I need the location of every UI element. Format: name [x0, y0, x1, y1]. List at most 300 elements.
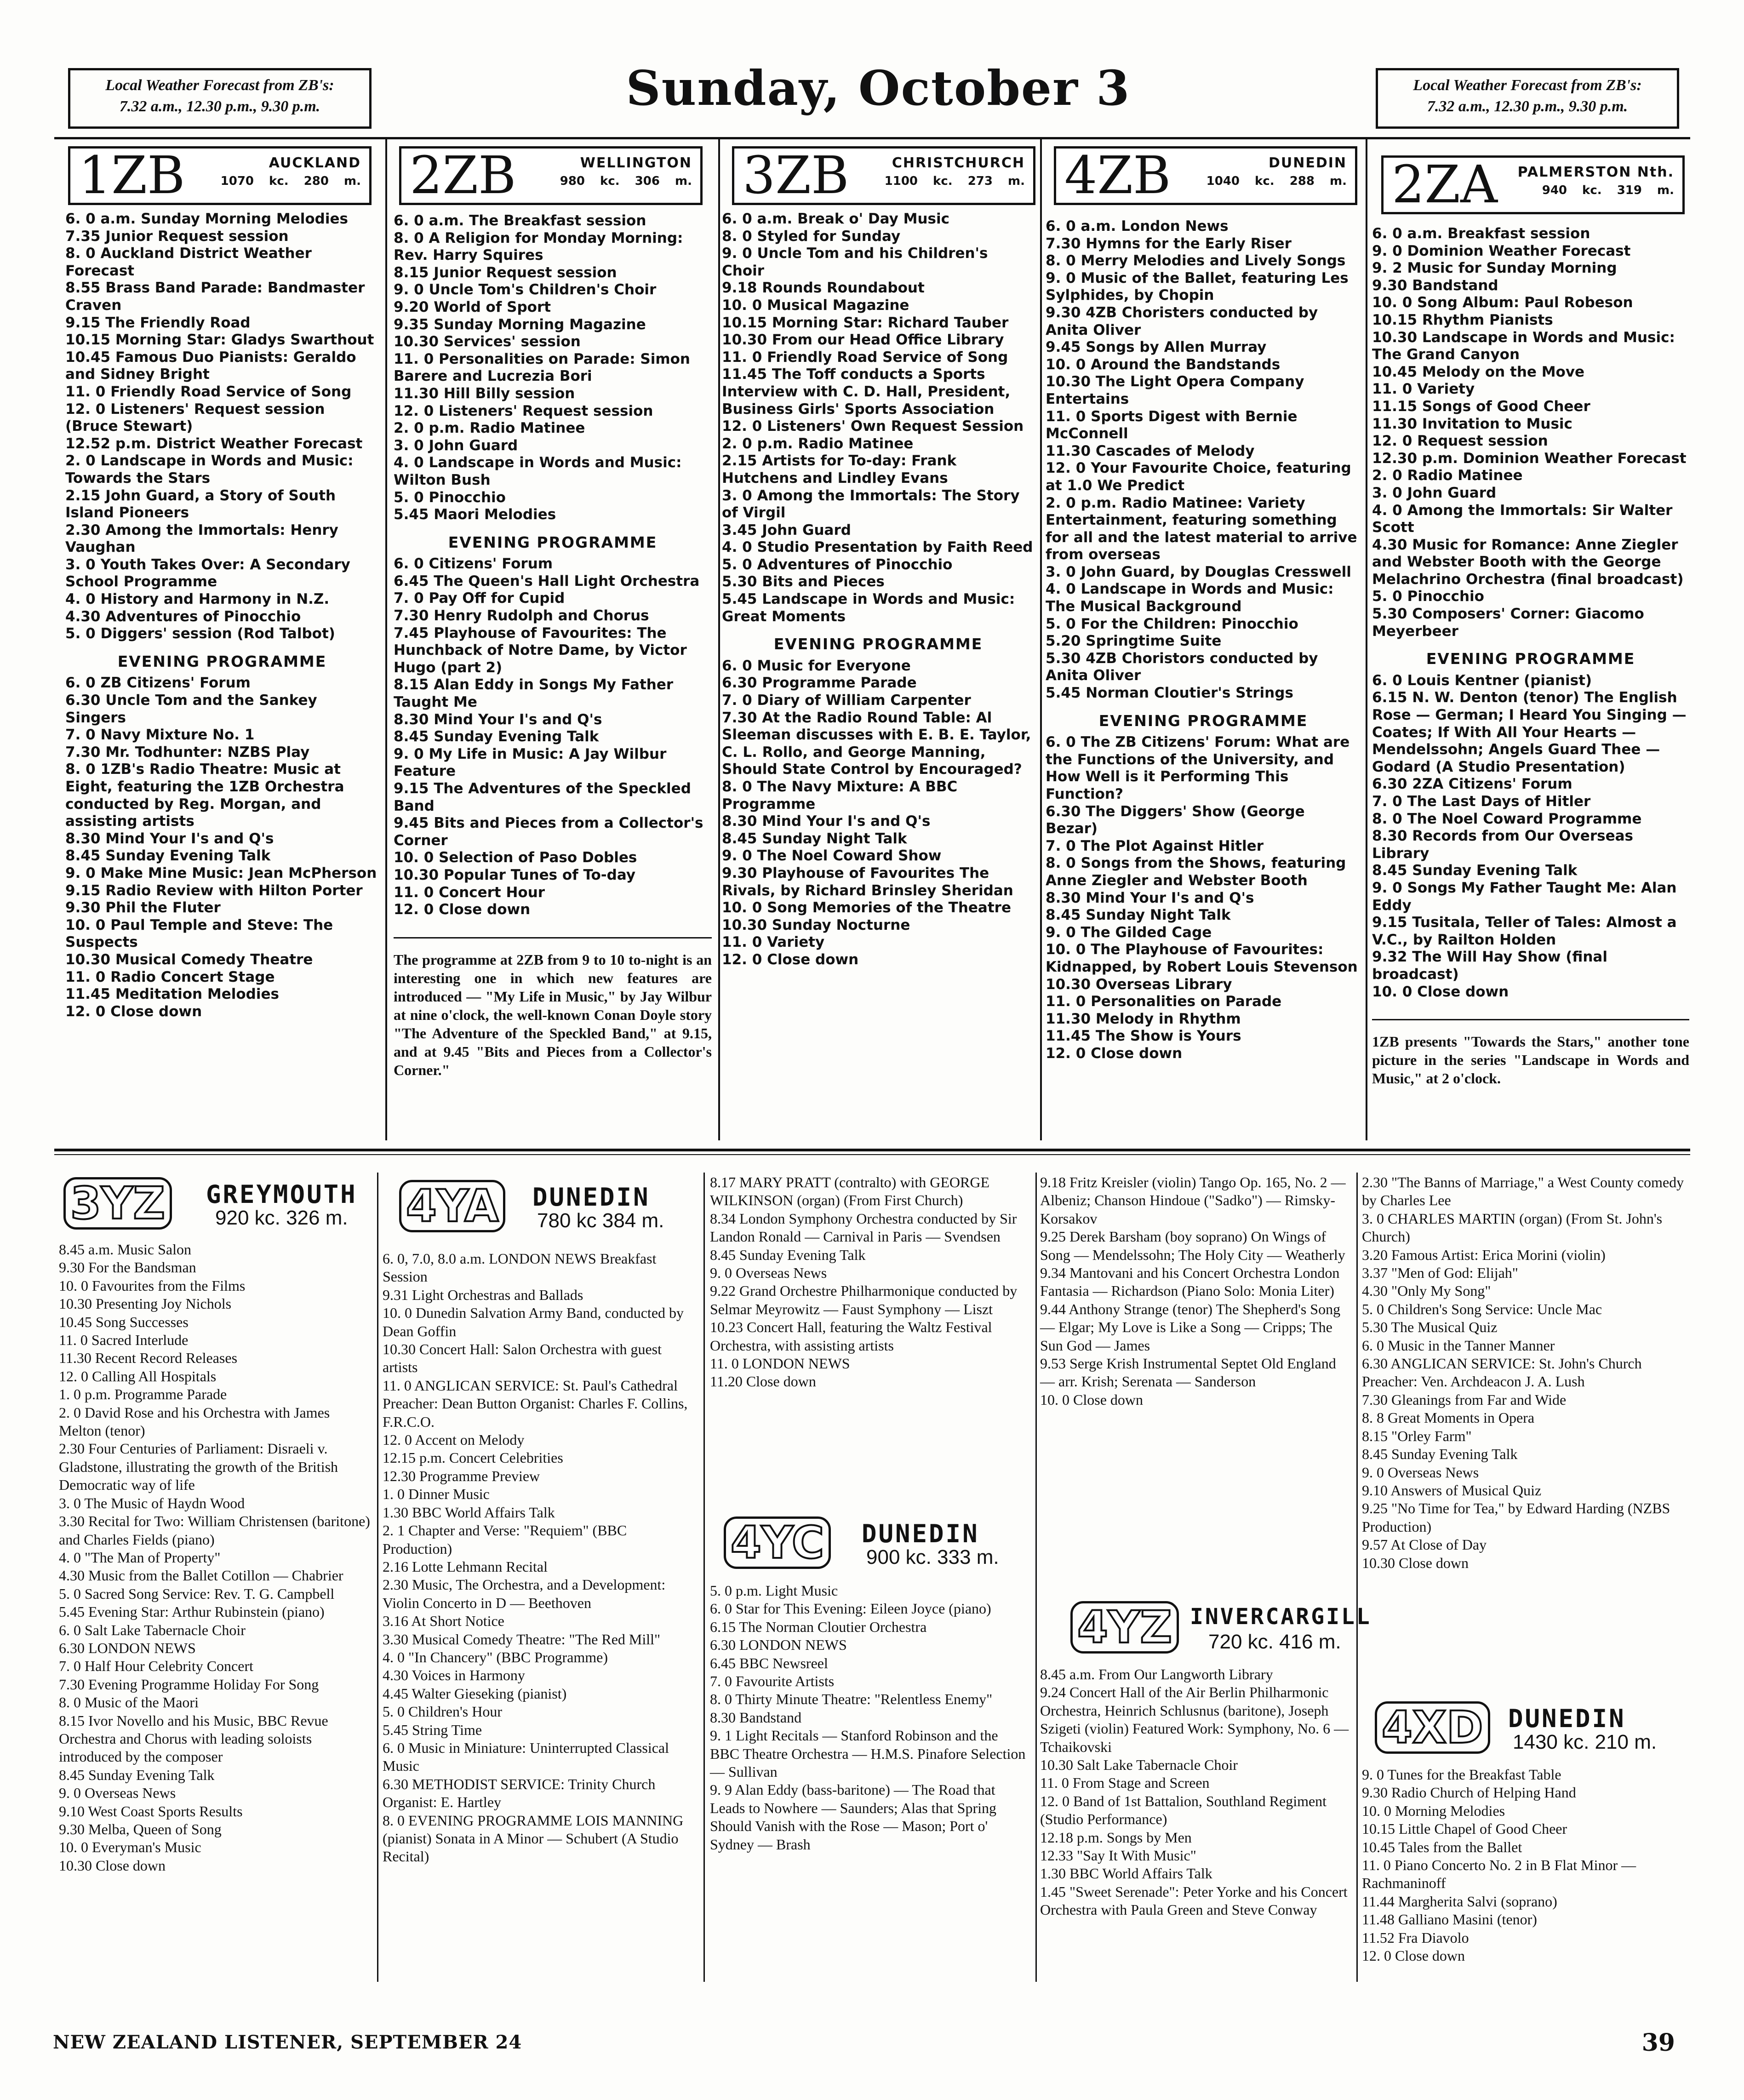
programme-entry: 3.20 Famous Artist: Erica Morini (violin) — [1362, 1246, 1606, 1263]
programme-entry: 9. 0 Dominion Weather Forecast — [1372, 242, 1631, 259]
programme-entry: 6.15 The Norman Cloutier Orchestra — [710, 1618, 927, 1635]
programme-entry: 6. 0 Salt Lake Tabernacle Choir — [59, 1621, 246, 1638]
programme-entry: 11.15 Songs of Good Cheer — [1372, 398, 1590, 415]
programme-entry: 9.32 The Will Hay Show (final broadcast) — [1372, 949, 1607, 983]
programme-entry: 2. 0 p.m. Radio Matinee — [394, 420, 585, 437]
programme-entry: 10.30 Close down — [59, 1857, 166, 1874]
programme-entry: 9.44 Anthony Strange (tenor) The Shepherd's Song — Elgar; My Love is Like a Song — Cripps; The Sun God — James — [1040, 1300, 1341, 1354]
station-logo-4ya — [399, 1180, 698, 1240]
programme-entry: 11.48 Galliano Masini (tenor) — [1362, 1911, 1537, 1928]
schedule-2zb — [394, 212, 712, 1079]
programme-entry: 9. 0 My Life in Music: A Jay Wilbur Feature — [394, 745, 667, 780]
programme-entry: 11. 0 Variety — [1372, 381, 1475, 398]
programme-entry: 8.15 Alan Eddy in Songs My Father Taught Me — [394, 676, 674, 711]
station-freq: 900 kc. 333 m. — [866, 1546, 999, 1568]
station-logo-4yz — [1070, 1601, 1372, 1661]
programme-entry: 6.30 LONDON NEWS — [710, 1637, 847, 1654]
station-box-1zb — [68, 146, 372, 205]
programme-entry: 10.15 Morning Star: Gladys Swarthout — [65, 332, 374, 349]
programme-entry: 9.30 Playhouse of Favourites The Rivals, by Richard Brinsley Sheridan — [722, 864, 1013, 899]
programme-entry: 8.30 Mind Your I's and Q's — [65, 830, 274, 847]
station-call: 2ZA — [1392, 155, 1498, 215]
schedule-4xd — [1362, 1766, 1687, 1965]
schedule-3zb — [722, 211, 1035, 969]
programme-entry: 10.15 Rhythm Pianists — [1372, 311, 1553, 328]
programme-entry: 10. 0 Song Memories of the Theatre — [722, 899, 1011, 916]
programme-entry: 10.30 Landscape in Words and Music: The Grand Canyon — [1372, 329, 1675, 363]
station-logo-3yz — [63, 1177, 367, 1237]
programme-entry: 6. 0 a.m. London News — [1046, 218, 1229, 235]
programme-entry: 10.30 Services' session — [394, 333, 581, 350]
programme-entry: 8.30 Bandstand — [710, 1709, 802, 1726]
programme-entry: 10.30 Sunday Nocturne — [722, 916, 910, 933]
section-rule-thin — [54, 1154, 1690, 1155]
programme-entry: 9. 1 Light Recitals — Stanford Robinson and the BBC Theatre Orchestra — H.M.S. Pinafore Selection — Sullivan — [710, 1727, 1026, 1780]
programme-entry: 8.45 Sunday Night Talk — [722, 830, 907, 847]
weather-box-left — [68, 68, 372, 129]
programme-entry: 10.30 Musical Comedy Theatre — [65, 951, 313, 968]
programme-entry: 11.45 Meditation Melodies — [65, 986, 279, 1003]
programme-entry: 10. 0 Favourites from the Films — [59, 1277, 246, 1294]
programme-entry: 8.55 Brass Band Parade: Bandmaster Craven — [65, 280, 365, 314]
programme-entry: 6. 0 ZB Citizens' Forum — [65, 675, 251, 692]
station-city: CHRISTCHURCH — [892, 155, 1025, 171]
programme-entry: 7. 0 The Plot Against Hitler — [1046, 837, 1264, 854]
programme-entry: 11.45 The Show is Yours — [1046, 1028, 1241, 1045]
programme-entry: 7.30 Hymns for the Early Riser — [1046, 235, 1292, 252]
station-freq: 1070 kc. 280 m. — [220, 174, 361, 188]
programme-entry: 3. 0 Youth Takes Over: A Secondary School Programme — [65, 556, 350, 590]
programme-entry: 12.52 p.m. District Weather Forecast — [65, 435, 363, 452]
programme-entry: 1. 0 p.m. Programme Parade — [59, 1386, 227, 1403]
programme-entry: 8.45 a.m. Music Salon — [59, 1241, 191, 1258]
programme-entry: 4.30 Voices in Harmony — [383, 1667, 525, 1684]
programme-entry: 6. 0 Citizens' Forum — [394, 555, 553, 572]
programme-entry: 4.30 Music from the Ballet Cotillon — Chabrier — [59, 1567, 343, 1584]
programme-entry: 7.30 Mr. Todhunter: NZBS Play — [65, 744, 310, 761]
programme-entry: 4.45 Walter Gieseking (pianist) — [383, 1685, 567, 1702]
station-city: PALMERSTON Nth. — [1517, 164, 1674, 180]
programme-entry: 9. 0 Music of the Ballet, featuring Les Sylphides, by Chopin — [1046, 269, 1349, 304]
programme-entry: 11. 0 Friendly Road Service of Song — [722, 349, 1008, 366]
programme-entry: 11. 0 ANGLICAN SERVICE: St. Paul's Cathedral Preacher: Dean Button Organist: Charles F. Collins, F.R.C.O. — [383, 1377, 688, 1430]
programme-entry: 8. 0 Styled for Sunday — [722, 228, 901, 245]
programme-entry: 5.45 Evening Star: Arthur Rubinstein (piano) — [59, 1603, 325, 1620]
programme-entry: 7. 0 Diary of William Carpenter — [722, 692, 971, 709]
schedule-4yc — [710, 1582, 1030, 1854]
programme-entry: 7.45 Playhouse of Favourites: The Hunchback of Notre Dame, by Victor Hugo (part 2) — [394, 624, 687, 676]
programme-entry: 3. 0 Among the Immortals: The Story of Virgil — [722, 487, 1020, 521]
station-city: DUNEDIN — [862, 1519, 979, 1548]
programme-entry: 10.45 Famous Duo Pianists: Geraldo and Sidney Bright — [65, 349, 356, 383]
programme-entry: 12.30 p.m. Dominion Weather Forecast — [1372, 450, 1687, 467]
programme-entry: 2.15 Artists for To-day: Frank Hutchens and Lindley Evans — [722, 452, 957, 486]
programme-entry: 5. 0 p.m. Light Music — [710, 1582, 838, 1599]
programme-entry: 8.45 Sunday Evening Talk — [394, 728, 599, 745]
programme-entry: 3. 0 John Guard — [394, 437, 518, 454]
programme-entry: 8.45 Sunday Evening Talk — [710, 1246, 866, 1263]
programme-entry: 10.45 Tales from the Ballet — [1362, 1838, 1522, 1855]
column-rule — [377, 1173, 378, 1982]
programme-entry: 5. 0 Pinocchio — [394, 489, 506, 506]
programme-entry: 11. 0 Friendly Road Service of Song — [65, 383, 352, 400]
programme-entry: 11. 0 Sacred Interlude — [59, 1332, 189, 1349]
programme-entry: 9.34 Mantovani and his Concert Orchestra London Fantasia — Richardson (Piano Solo: Monia Liter) — [1040, 1265, 1340, 1299]
station-logo-4yc — [724, 1516, 1023, 1576]
programme-entry: 11. 0 Personalities on Parade — [1046, 993, 1282, 1010]
programme-entry: 10.45 Melody on the Move — [1372, 363, 1585, 380]
programme-entry: 8. 0 The Navy Mixture: A BBC Programme — [722, 778, 958, 813]
station-city: DUNEDIN — [1268, 155, 1347, 171]
programme-entry: 5. 0 Children's Song Service: Uncle Mac — [1362, 1300, 1602, 1317]
programme-entry: 6. 0 a.m. The Breakfast session — [394, 212, 646, 229]
programme-entry: 7. 0 Half Hour Celebrity Concert — [59, 1658, 253, 1675]
programme-entry: 12. 0 Close down — [1046, 1045, 1183, 1062]
programme-entry: 11. 0 Piano Concerto No. 2 in B Flat Minor — Rachmaninoff — [1362, 1857, 1636, 1892]
programme-entry: 8.45 Sunday Evening Talk — [59, 1766, 215, 1783]
programme-entry: 6. 0 Music in the Tanner Manner — [1362, 1337, 1555, 1354]
programme-entry: 10. 0 Selection of Paso Dobles — [394, 849, 637, 866]
programme-entry: 10.45 Song Successes — [59, 1313, 189, 1330]
programme-entry: 10.30 Presenting Joy Nichols — [59, 1295, 232, 1312]
programme-entry: 6. 0 Music in Miniature: Uninterrupted Classical Music — [383, 1739, 669, 1774]
programme-entry: 2.30 Four Centuries of Parliament: Disraeli v. Gladstone, illustrating the growth of the British Democratic way of life — [59, 1440, 338, 1493]
programme-entry: 6.15 N. W. Denton (tenor) The English Rose — German; I Heard You Singing — Coates; If With All Your Hearts — Mendelssohn; Angels Guard Thee — Godard (A Studio Presentation) — [1372, 689, 1687, 775]
programme-entry: 8. 0 Songs from the Shows, featuring Anne Ziegler and Webster Booth — [1046, 855, 1346, 889]
programme-entry: 10. 0 Musical Magazine — [722, 297, 909, 314]
schedule-2za — [1372, 225, 1689, 1087]
programme-entry: 3. 0 The Music of Haydn Wood — [59, 1494, 245, 1511]
programme-entry: 6.45 BBC Newsreel — [710, 1654, 828, 1671]
programme-entry: 9.15 The Friendly Road — [65, 314, 251, 331]
evening-programme-heading: EVENING PROGRAMME — [448, 533, 658, 551]
programme-entry: 10.30 Concert Hall: Salon Orchestra with guest artists — [383, 1341, 662, 1376]
programme-entry: 3.45 John Guard — [722, 521, 851, 538]
footer-publication: NEW ZEALAND LISTENER, SEPTEMBER 24 — [53, 2031, 522, 2053]
programme-entry: 8.15 Ivor Novello and his Music, BBC Revue Orchestra and Chorus with leading soloists introduced by the composer — [59, 1712, 328, 1765]
schedule-4yc-continued — [1040, 1173, 1353, 1409]
programme-entry: 9.45 Bits and Pieces from a Collector's Corner — [394, 815, 703, 849]
programme-entry: 12.18 p.m. Songs by Men — [1040, 1829, 1192, 1846]
programme-entry: 4. 0 "In Chancery" (BBC Programme) — [383, 1648, 608, 1665]
programme-entry: 12.15 p.m. Concert Celebrities — [383, 1449, 563, 1466]
programme-entry: 8. 0 Thirty Minute Theatre: "Relentless Enemy" — [710, 1691, 993, 1708]
programme-entry: 2.30 Among the Immortals: Henry Vaughan — [65, 521, 338, 556]
programme-entry: 5. 0 Children's Hour — [383, 1703, 502, 1720]
station-freq: 720 kc. 416 m. — [1208, 1631, 1341, 1653]
programme-entry: 8.30 Mind Your I's and Q's — [1046, 889, 1254, 906]
column-rule — [385, 138, 387, 1140]
programme-entry: 5. 0 Pinocchio — [1372, 588, 1484, 605]
programme-entry: 10.15 Morning Star: Richard Tauber — [722, 314, 1009, 331]
programme-entry: 5. 0 Adventures of Pinocchio — [722, 556, 953, 573]
programme-entry: 9. 0 Tunes for the Breakfast Table — [1362, 1766, 1561, 1783]
programme-note: The programme at 2ZB from 9 to 10 to-night is an interesting one in which new features are introduced — "My Life in Music," by Jay Wilbur at nine o'clock, the well-known Conan Doyle story "The Adventure of the Speckled Band," at 9.15, and at 9.45 "Bits and Pieces from a Collector's Corner." — [394, 937, 712, 1079]
evening-programme-heading: EVENING PROGRAMME — [773, 635, 983, 653]
programme-entry: 5.30 4ZB Choristors conducted by Anita Oliver — [1046, 650, 1318, 684]
weather-line1: Local Weather Forecast from ZB's: — [105, 77, 334, 94]
programme-entry: 4. 0 "The Man of Property" — [59, 1549, 221, 1566]
programme-entry: 11. 0 Sports Digest with Bernie McConnell — [1046, 408, 1298, 442]
programme-entry: 9.31 Light Orchestras and Ballads — [383, 1286, 583, 1303]
programme-entry: 10. 0 Close down — [1372, 983, 1509, 1000]
programme-entry: 10.30 Popular Tunes of To-day — [394, 866, 636, 883]
station-city: WELLINGTON — [580, 155, 692, 171]
programme-entry: 11. 0 LONDON NEWS — [710, 1355, 850, 1372]
programme-entry: 7.30 Evening Programme Holiday For Song — [59, 1676, 319, 1693]
programme-entry: 9. 0 Overseas News — [710, 1265, 827, 1282]
station-city: INVERCARGILL — [1190, 1604, 1372, 1630]
page-title: Sunday, October 3 — [626, 60, 1131, 116]
programme-entry: 10.30 From our Head Office Library — [722, 332, 1004, 349]
programme-entry: 11. 0 Personalities on Parade: Simon Barere and Lucrezia Bori — [394, 350, 691, 385]
station-box-3zb — [732, 146, 1035, 205]
programme-entry: 6. 0, 7.0, 8.0 a.m. LONDON NEWS Breakfast Session — [383, 1250, 657, 1285]
programme-entry: 9.20 World of Sport — [394, 298, 551, 315]
programme-entry: 2.30 "The Banns of Marriage," a West County comedy by Charles Lee — [1362, 1174, 1684, 1209]
programme-entry: 9.25 Derek Barsham (boy soprano) On Wings of Song — Mendelssohn; The Holy City — Weatherly — [1040, 1228, 1345, 1263]
programme-entry: 8. 0 The Noel Coward Programme — [1372, 810, 1642, 827]
programme-entry: 11.30 Recent Record Releases — [59, 1350, 238, 1367]
page-number: 39 — [1641, 2029, 1675, 2057]
programme-entry: 9.30 Radio Church of Helping Hand — [1362, 1784, 1576, 1801]
programme-entry: 1.45 "Sweet Serenade": Peter Yorke and his Concert Orchestra with Paula Green and Steve Conway — [1040, 1883, 1348, 1918]
schedule-4zb — [1046, 218, 1361, 1063]
station-freq: 940 kc. 319 m. — [1542, 183, 1674, 197]
station-freq: 980 kc. 306 m. — [560, 174, 692, 188]
weather-box-right — [1376, 68, 1679, 129]
station-freq: 1100 kc. 273 m. — [884, 174, 1025, 188]
programme-entry: 7.30 At the Radio Round Table: Al Sleeman discusses with E. B. E. Taylor, C. L. Rollo, and George Manning, Should State Control by Encouraged? — [722, 709, 1031, 778]
programme-entry: 9.15 Tusitala, Teller of Tales: Almost a V.C., by Railton Holden — [1372, 914, 1677, 948]
programme-entry: 9.53 Serge Krish Instrumental Septet Old England — arr. Krish; Serenata — Sanderson — [1040, 1355, 1336, 1390]
schedule-4ya — [383, 1250, 699, 1866]
programme-entry: 12. 0 Listeners' Request session (Bruce Stewart) — [65, 401, 325, 435]
station-freq: 920 kc. 326 m. — [215, 1207, 348, 1229]
programme-entry: 9.57 At Close of Day — [1362, 1536, 1487, 1553]
evening-programme-heading: EVENING PROGRAMME — [1426, 650, 1635, 668]
column-rule — [718, 138, 720, 1140]
station-call: 3YZ — [63, 1177, 172, 1230]
programme-entry: 10. 0 Morning Melodies — [1362, 1802, 1505, 1819]
schedule-4ya-continued — [710, 1173, 1030, 1391]
programme-entry: 2. 0 David Rose and his Orchestra with James Melton (tenor) — [59, 1404, 330, 1439]
programme-entry: 11. 0 From Stage and Screen — [1040, 1774, 1210, 1791]
programme-note: 1ZB presents "Towards the Stars," another tone picture in the series "Landscape in Words and Music," at 2 o'clock. — [1372, 1019, 1689, 1087]
station-city: AUCKLAND — [269, 155, 361, 171]
programme-entry: 4. 0 Landscape in Words and Music: The Musical Background — [1046, 581, 1334, 615]
programme-entry: 9. 0 The Gilded Cage — [1046, 924, 1212, 941]
programme-entry: 4.30 "Only My Song" — [1362, 1282, 1491, 1299]
station-call: 4YC — [724, 1516, 831, 1569]
programme-entry: 3.30 Musical Comedy Theatre: "The Red Mill" — [383, 1631, 661, 1648]
programme-entry: 10. 0 Everyman's Music — [59, 1839, 201, 1856]
programme-entry: 10. 0 The Playhouse of Favourites: Kidnapped, by Robert Louis Stevenson — [1046, 941, 1358, 975]
weather-line2: 7.32 a.m., 12.30 p.m., 9.30 p.m. — [119, 98, 320, 115]
programme-entry: 2. 0 Landscape in Words and Music: Towards the Stars — [65, 452, 354, 486]
programme-entry: 8. 8 Great Moments in Opera — [1362, 1409, 1535, 1426]
programme-entry: 10.23 Concert Hall, featuring the Waltz Festival Orchestra, with assisting artists — [710, 1319, 992, 1354]
schedule-4yz-continued — [1362, 1173, 1687, 1572]
programme-entry: 11. 0 Radio Concert Stage — [65, 968, 275, 985]
programme-entry: 7.35 Junior Request session — [65, 228, 289, 245]
programme-entry: 3. 0 John Guard — [1372, 484, 1497, 501]
programme-entry: 6.45 The Queen's Hall Light Orchestra — [394, 572, 700, 589]
programme-entry: 10.30 Overseas Library — [1046, 976, 1232, 993]
programme-entry: 9. 0 The Noel Coward Show — [722, 847, 942, 864]
programme-entry: 8.17 MARY PRATT (contralto) with GEORGE WILKINSON (organ) (From First Church) — [710, 1174, 989, 1209]
station-city: DUNEDIN — [1508, 1704, 1626, 1733]
programme-entry: 3.30 Recital for Two: William Christensen (baritone) and Charles Fields (piano) — [59, 1513, 370, 1548]
programme-entry: 9.24 Concert Hall of the Air Berlin Philharmonic Orchestra, Heinrich Schlusnus (baritone), Joseph Szigeti (violin) Featured Work: Symphony, No. 6 — Tchaikovski — [1040, 1684, 1349, 1755]
programme-entry: 5.45 String Time — [383, 1721, 482, 1738]
programme-entry: 4.30 Music for Romance: Anne Ziegler and Webster Booth with the George Melachrino Orchestra (final broadcast) — [1372, 536, 1684, 588]
schedule-3yz — [59, 1241, 372, 1875]
programme-entry: 3. 0 John Guard, by Douglas Cresswell — [1046, 563, 1351, 580]
programme-entry: 7.30 Henry Rudolph and Chorus — [394, 607, 649, 624]
programme-entry: 6.30 Uncle Tom and the Sankey Singers — [65, 692, 317, 726]
programme-entry: 2. 0 p.m. Radio Matinee: Variety Entertainment, featuring something for all and the latest material to arrive from overseas — [1046, 494, 1357, 563]
programme-entry: 5.45 Landscape in Words and Music: Great Moments — [722, 591, 1015, 625]
programme-entry: 9.15 Radio Review with Hilton Porter — [65, 882, 363, 899]
programme-entry: 8.30 Mind Your I's and Q's — [394, 711, 602, 728]
programme-entry: 5.20 Springtime Suite — [1046, 633, 1222, 650]
station-call: 4YA — [399, 1180, 505, 1232]
programme-entry: 9.10 Answers of Musical Quiz — [1362, 1482, 1542, 1499]
schedule-1zb — [65, 211, 379, 1020]
station-box-2za — [1381, 155, 1685, 214]
programme-entry: 9. 0 Uncle Tom and his Children's Choir — [722, 245, 988, 279]
programme-entry: 8.45 Sunday Evening Talk — [1362, 1446, 1518, 1463]
programme-entry: 8.45 a.m. From Our Langworth Library — [1040, 1666, 1273, 1682]
programme-entry: 1.30 BBC World Affairs Talk — [383, 1504, 555, 1521]
programme-entry: 5.30 The Musical Quiz — [1362, 1319, 1498, 1336]
programme-entry: 7. 0 Pay Off for Cupid — [394, 590, 565, 607]
header-rule — [54, 137, 1690, 139]
programme-entry: 9.45 Songs by Allen Murray — [1046, 339, 1267, 356]
station-call: 1ZB — [79, 146, 185, 206]
programme-entry: 12. 0 Close down — [722, 951, 859, 968]
programme-entry: 4.30 Adventures of Pinocchio — [65, 608, 301, 625]
programme-entry: 11.20 Close down — [710, 1373, 816, 1390]
programme-entry: 5.30 Bits and Pieces — [722, 573, 885, 590]
programme-entry: 8. 0 EVENING PROGRAMME LOIS MANNING (pianist) Sonata in A Minor — Schubert (A Studio Recital) — [383, 1812, 684, 1865]
programme-entry: 2.15 John Guard, a Story of South Island Pioneers — [65, 487, 336, 521]
programme-entry: 2. 0 p.m. Radio Matinee — [722, 435, 914, 452]
programme-entry: 4. 0 History and Harmony in N.Z. — [65, 591, 330, 608]
programme-entry: 9.22 Grand Orchestre Philharmonique conducted by Selmar Meyrowitz — Faust Symphony — Liszt — [710, 1282, 1018, 1317]
programme-entry: 5. 0 For the Children: Pinocchio — [1046, 615, 1298, 632]
programme-entry: 11.44 Margherita Salvi (soprano) — [1362, 1893, 1557, 1910]
programme-entry: 8.45 Sunday Evening Talk — [65, 847, 271, 864]
programme-entry: 8. 0 1ZB's Radio Theatre: Music at Eight, featuring the 1ZB Orchestra conducted by Reg. Morgan, and assisting artists — [65, 761, 344, 830]
programme-entry: 9. 2 Music for Sunday Morning — [1372, 260, 1617, 277]
programme-entry: 5. 0 Diggers' session (Rod Talbot) — [65, 625, 335, 642]
programme-entry: 10. 0 Paul Temple and Steve: The Suspects — [65, 916, 333, 951]
programme-entry: 10.30 The Light Opera Company Entertains — [1046, 373, 1304, 407]
programme-entry: 7. 0 Favourite Artists — [710, 1673, 835, 1690]
programme-entry: 12. 0 Close down — [394, 901, 531, 918]
programme-entry: 10.15 Little Chapel of Good Cheer — [1362, 1820, 1567, 1837]
programme-entry: 3.37 "Men of God: Elijah" — [1362, 1265, 1518, 1282]
programme-entry: 11.30 Cascades of Melody — [1046, 442, 1255, 459]
column-rule — [1035, 1173, 1037, 1982]
programme-entry: 9. 0 Make Mine Music: Jean McPherson — [65, 864, 377, 881]
programme-entry: 8.34 London Symphony Orchestra conducted by Sir Landon Ronald — Carnival in Paris — Svendsen — [710, 1210, 1017, 1245]
programme-entry: 9. 0 Songs My Father Taught Me: Alan Eddy — [1372, 879, 1677, 914]
programme-entry: 4. 0 Studio Presentation by Faith Reed — [722, 539, 1033, 556]
station-call: 4ZB — [1064, 146, 1171, 206]
programme-entry: 9.18 Fritz Kreisler (violin) Tango Op. 165, No. 2 — Albeniz; Chanson Hindoue ("Sadko") — Rimsky-Korsakov — [1040, 1174, 1346, 1227]
programme-entry: 8.30 Mind Your I's and Q's — [722, 813, 931, 830]
programme-entry: 12. 0 Accent on Melody — [383, 1431, 525, 1448]
programme-entry: 8. 0 Merry Melodies and Lively Songs — [1046, 252, 1346, 269]
programme-entry: 10. 0 Dunedin Salvation Army Band, conducted by Dean Goffin — [383, 1305, 684, 1339]
programme-entry: 1. 0 Dinner Music — [383, 1486, 490, 1503]
programme-entry: 3. 0 CHARLES MARTIN (organ) (From St. John's Church) — [1362, 1210, 1663, 1245]
column-rule — [1356, 1173, 1358, 1982]
programme-entry: 9.25 "No Time for Tea," by Edward Harding (NZBS Production) — [1362, 1500, 1670, 1535]
programme-entry: 5.45 Maori Melodies — [394, 506, 556, 523]
programme-entry: 12. 0 Listeners' Request session — [394, 402, 653, 419]
programme-entry: 9. 0 Overseas News — [59, 1785, 176, 1802]
programme-entry: 12. 0 Request session — [1372, 433, 1548, 450]
programme-entry: 6. 0 a.m. Sunday Morning Melodies — [65, 211, 348, 227]
programme-entry: 6.30 2ZA Citizens' Forum — [1372, 776, 1572, 793]
station-city: DUNEDIN — [532, 1183, 650, 1212]
programme-entry: 6. 0 Music for Everyone — [722, 657, 911, 674]
programme-entry: 10. 0 Around the Bandstands — [1046, 356, 1281, 373]
programme-entry: 6.30 The Diggers' Show (George Bezar) — [1046, 803, 1305, 837]
programme-entry: 12.30 Programme Preview — [383, 1467, 540, 1484]
column-rule — [1040, 138, 1042, 1140]
schedule-4yz — [1040, 1665, 1353, 1919]
programme-entry: 8. 0 Music of the Maori — [59, 1694, 199, 1711]
programme-entry: 6.30 LONDON NEWS — [59, 1639, 196, 1656]
programme-entry: 9.18 Rounds Roundabout — [722, 280, 925, 297]
evening-programme-heading: EVENING PROGRAMME — [1098, 711, 1308, 730]
programme-entry: 6.30 Programme Parade — [722, 675, 917, 692]
programme-entry: 9. 0 Uncle Tom's Children's Choir — [394, 281, 657, 298]
programme-entry: 11.30 Melody in Rhythm — [1046, 1010, 1241, 1027]
programme-entry: 2. 0 Radio Matinee — [1372, 467, 1523, 484]
programme-entry: 7. 0 Navy Mixture No. 1 — [65, 727, 255, 744]
weather-line2: 7.32 a.m., 12.30 p.m., 9.30 p.m. — [1427, 98, 1628, 115]
station-freq: 780 kc 384 m. — [537, 1209, 664, 1232]
programme-entry: 4. 0 Among the Immortals: Sir Walter Scott — [1372, 502, 1673, 536]
programme-entry: 7. 0 The Last Days of Hitler — [1372, 793, 1591, 810]
programme-entry: 9.30 Bandstand — [1372, 277, 1498, 294]
programme-entry: 8.15 Junior Request session — [394, 264, 617, 281]
station-call: 3ZB — [743, 146, 849, 206]
programme-entry: 5. 0 Sacred Song Service: Rev. T. G. Campbell — [59, 1585, 335, 1602]
programme-entry: 4. 0 Landscape in Words and Music: Wilton Bush — [394, 454, 682, 488]
station-call: 4YZ — [1070, 1601, 1179, 1654]
programme-entry: 11.52 Fra Diavolo — [1362, 1929, 1469, 1946]
programme-entry: 3.16 At Short Notice — [383, 1613, 504, 1630]
programme-entry: 12. 0 Close down — [1362, 1947, 1465, 1964]
programme-entry: 8. 0 Auckland District Weather Forecast — [65, 245, 312, 279]
programme-entry: 8.30 Records from Our Overseas Library — [1372, 828, 1633, 862]
programme-entry: 10. 0 Close down — [1040, 1391, 1143, 1408]
programme-entry: 1.30 BBC World Affairs Talk — [1040, 1865, 1212, 1882]
programme-entry: 7.30 Gleanings from Far and Wide — [1362, 1391, 1567, 1408]
programme-entry: 8. 0 A Religion for Monday Morning: Rev. Harry Squires — [394, 229, 683, 264]
weather-line1: Local Weather Forecast from ZB's: — [1413, 77, 1642, 94]
programme-entry: 9.30 Melba, Queen of Song — [59, 1821, 222, 1837]
station-logo-4xd — [1375, 1701, 1678, 1761]
station-call: 2ZB — [410, 146, 516, 206]
